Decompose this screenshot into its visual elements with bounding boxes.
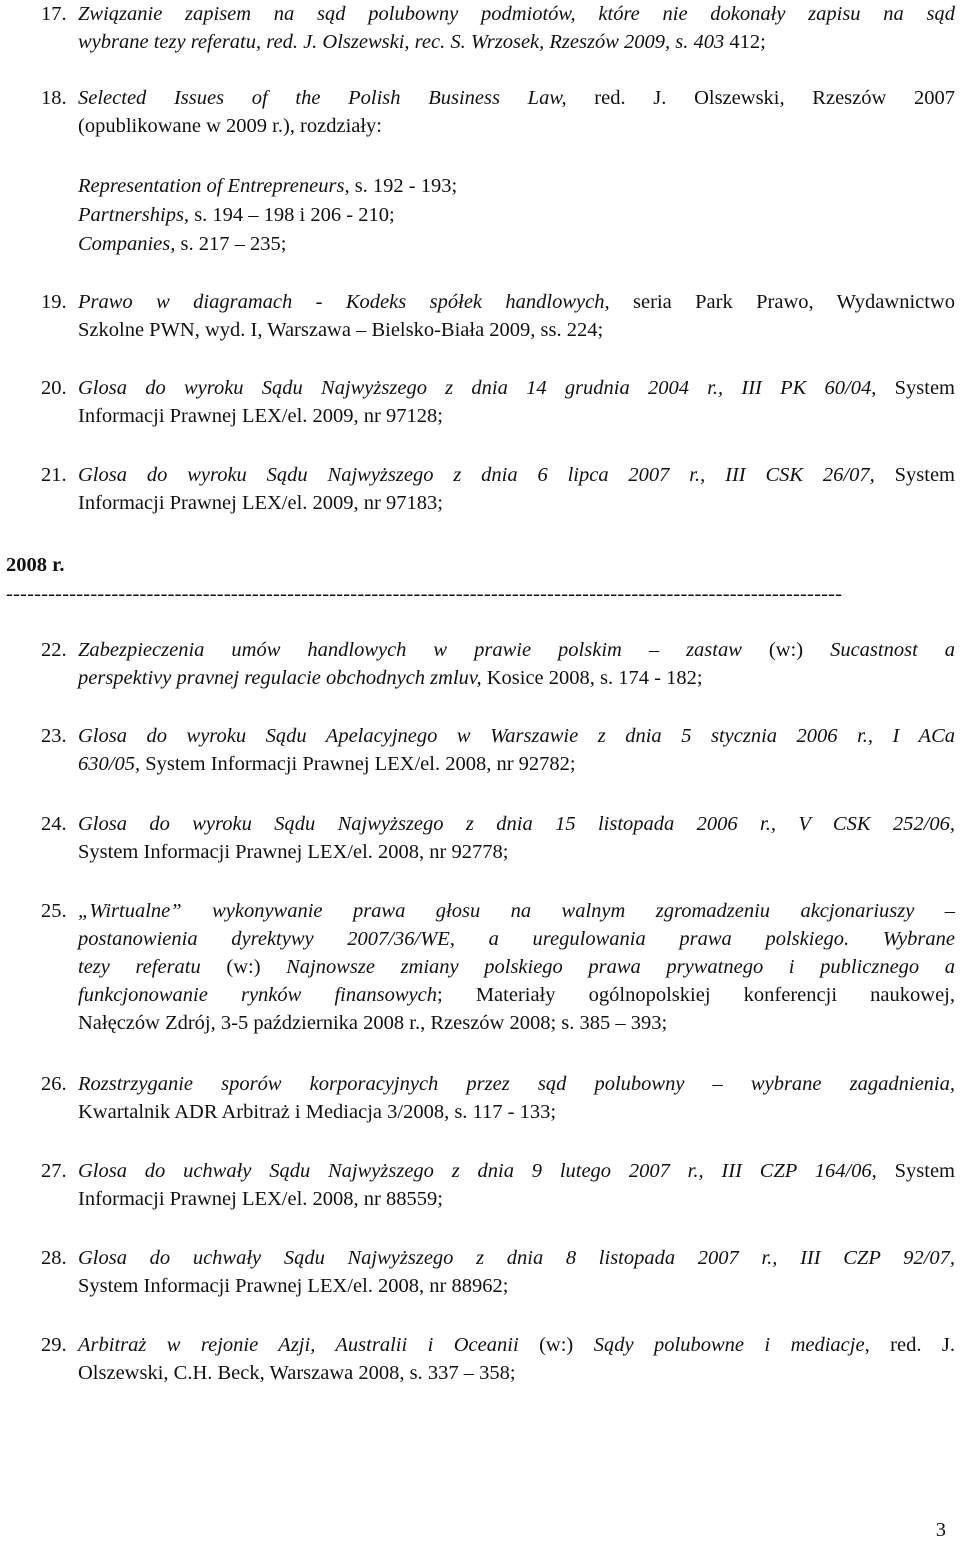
entry-text [78, 1331, 955, 1387]
entry-21 [41, 461, 955, 517]
citation-text: (opublikowane w 2009 r.), rozdziały: [78, 115, 383, 137]
entry-line [78, 288, 955, 316]
title-text: Prawo w diagramach - Kodeks spółek handlowych, [78, 291, 610, 313]
entry-line [78, 402, 955, 430]
entry-18 [41, 84, 955, 140]
entry-19 [41, 288, 955, 344]
chapter-title: Companies, [78, 233, 176, 255]
entry-line [78, 374, 955, 402]
citation-text: System Informacji Prawnej LEX/el. 2008, nr 88962; [78, 1275, 509, 1297]
book-title-text: Sucastnost a [830, 639, 956, 661]
entry-number: 18. [41, 87, 67, 109]
entry-line [78, 636, 955, 664]
citation-text: (w:) [200, 956, 287, 978]
entry-line [78, 838, 955, 866]
citation-text: System [876, 377, 955, 399]
entry-line [78, 664, 955, 692]
entry-number: 22. [41, 639, 67, 661]
citation-text: (w:) [741, 639, 831, 661]
entry-line [78, 84, 955, 112]
entry-line [78, 461, 955, 489]
citation-text: Nałęczów Zdrój, 3-5 października 2008 r., Rzeszów 2008; s. 385 – 393; [78, 1012, 668, 1034]
citation-text: Szkolne PWN, wyd. I, Warszawa – Bielsko-Biała 2009, ss. 224; [78, 319, 604, 341]
chapter-companies [78, 230, 286, 258]
entry-line [78, 953, 955, 981]
entry-text [78, 636, 955, 692]
entry-line [78, 1185, 955, 1213]
entry-text [78, 0, 955, 56]
title-text: 630/05, [78, 753, 141, 775]
entry-22 [41, 636, 955, 692]
citation-text: Informacji Prawnej LEX/el. 2009, nr 97128; [78, 405, 443, 427]
entry-number: 17. [41, 3, 67, 25]
chapter-title: Partnerships, [78, 204, 190, 226]
entry-line [78, 112, 955, 140]
citation-text: Kosice 2008, s. 174 - 182; [481, 667, 703, 689]
chapter-pages: s. 192 - 193; [349, 175, 458, 197]
chapter-pages: s. 194 – 198 i 206 - 210; [189, 204, 395, 226]
chapter-partnerships [78, 201, 395, 229]
entry-29 [41, 1331, 955, 1387]
entry-27 [41, 1157, 955, 1213]
title-text: „Wirtualne” wykonywanie prawa głosu na walnym zgromadzeniu akcjonariuszy – [78, 900, 955, 922]
entry-line [78, 28, 955, 56]
entry-25 [41, 897, 955, 1037]
title-text: Związanie zapisem na sąd polubowny podmiotów, które nie dokonały zapisu na sąd [78, 3, 955, 25]
entry-line [78, 1009, 955, 1037]
citation-text: ; Materiały ogólnopolskiej konferencji naukowej, [436, 984, 955, 1006]
entry-line [78, 750, 955, 778]
entry-line [78, 1098, 955, 1126]
title-text: Rozstrzyganie sporów korporacyjnych przez sąd polubowny – wybrane zagadnienia, [78, 1073, 955, 1095]
entry-text [78, 897, 955, 1037]
entry-line [78, 1359, 955, 1387]
entry-line [78, 1331, 955, 1359]
title-text: Glosa do uchwały Sądu Najwyższego z dnia 9 lutego 2007 r., III CZP 164/06, [78, 1160, 877, 1182]
entry-20 [41, 374, 955, 430]
entry-text [78, 288, 955, 344]
title-text: Arbitraż w rejonie Azji, Australii i Oceanii [78, 1334, 519, 1356]
entry-text [78, 722, 955, 778]
citation-text: (w:) [518, 1334, 594, 1356]
book-title-text: Najnowsze zmiany polskiego prawa prywatnego i publicznego a [286, 956, 956, 978]
title-text: Zabezpieczenia umów handlowych w prawie polskim – zastaw [78, 639, 742, 661]
entry-line [78, 897, 955, 925]
book-title-text: perspektivy pravnej regulacie obchodnych zmluv, [78, 667, 482, 689]
title-text: wybrane tezy referatu, red. J. Olszewski, rec. S. Wrzosek, Rzeszów 2009, s. 403 [78, 31, 725, 53]
entry-line [78, 1070, 955, 1098]
title-text: Glosa do wyroku Sądu Najwyższego z dnia 6 lipca 2007 r., III CSK 26/07, [78, 464, 875, 486]
entry-text [78, 374, 955, 430]
section-year-heading: 2008 r. [6, 554, 65, 576]
citation-text: Olszewski, C.H. Beck, Warszawa 2008, s. 337 – 358; [78, 1362, 516, 1384]
entry-number: 19. [41, 291, 67, 313]
title-text: Glosa do wyroku Sądu Najwyższego z dnia 15 listopada 2006 r., V CSK 252/06, [78, 813, 955, 835]
citation-text: System Informacji Prawnej LEX/el. 2008, nr 92778; [78, 841, 509, 863]
chapter-representation [78, 172, 457, 200]
entry-number: 21. [41, 464, 67, 486]
entry-number: 25. [41, 900, 67, 922]
entry-line [78, 925, 955, 953]
entry-number: 28. [41, 1247, 67, 1269]
entry-line [78, 1272, 955, 1300]
section-separator: ----------------------------------------------------------------------------------------------------------------------- [6, 583, 843, 605]
entry-text [78, 1157, 955, 1213]
entry-text [78, 1070, 955, 1126]
citation-text: System [874, 464, 955, 486]
title-text: Glosa do uchwały Sądu Najwyższego z dnia 8 listopada 2007 r., III CZP 92/07, [78, 1247, 955, 1269]
entry-number: 20. [41, 377, 67, 399]
entry-17 [41, 0, 955, 56]
entry-23 [41, 722, 955, 778]
book-title-text: funkcjonowanie rynków finansowych [78, 984, 437, 1006]
entry-line [78, 1244, 955, 1272]
entry-26 [41, 1070, 955, 1126]
citation-text: Informacji Prawnej LEX/el. 2008, nr 88559; [78, 1188, 443, 1210]
book-title-text: Sądy polubowne i mediacje [593, 1334, 865, 1356]
entry-28 [41, 1244, 955, 1300]
entry-text [78, 1244, 955, 1300]
entry-line [78, 722, 955, 750]
title-text: Selected Issues of the Polish Business Law, [78, 87, 567, 109]
entry-number: 24. [41, 813, 67, 835]
title-text: Glosa do wyroku Sądu Najwyższego z dnia 14 grudnia 2004 r., III PK 60/04, [78, 377, 877, 399]
citation-text: Informacji Prawnej LEX/el. 2009, nr 97183; [78, 492, 443, 514]
entry-text [78, 810, 955, 866]
entry-24 [41, 810, 955, 866]
citation-text: , red. J. [864, 1334, 956, 1356]
entry-text [78, 84, 955, 140]
citation-text: System [876, 1160, 955, 1182]
page-number: 3 [935, 1519, 946, 1541]
citation-text: 412; [724, 31, 766, 53]
entry-text [78, 461, 955, 517]
title-text: Glosa do wyroku Sądu Apelacyjnego w Warszawie z dnia 5 stycznia 2006 r., I ACa [78, 725, 955, 747]
entry-line [78, 810, 955, 838]
entry-line [78, 489, 955, 517]
title-text: tezy referatu [78, 956, 201, 978]
citation-text: Kwartalnik ADR Arbitraż i Mediacja 3/2008, s. 117 - 133; [78, 1101, 557, 1123]
entry-line [78, 0, 955, 28]
chapter-title: Representation of Entrepreneurs, [78, 175, 350, 197]
citation-text: System Informacji Prawnej LEX/el. 2008, nr 92782; [140, 753, 576, 775]
entry-line [78, 1157, 955, 1185]
entry-number: 29. [41, 1334, 67, 1356]
entry-number: 27. [41, 1160, 67, 1182]
chapter-pages: s. 217 – 235; [175, 233, 287, 255]
entry-line [78, 981, 955, 1009]
citation-text: seria Park Prawo, Wydawnictwo [609, 291, 955, 313]
entry-number: 23. [41, 725, 67, 747]
title-text: postanowienia dyrektywy 2007/36/WE, a uregulowania prawa polskiego. Wybrane [78, 928, 955, 950]
citation-text: red. J. Olszewski, Rzeszów 2007 [566, 87, 955, 109]
entry-line [78, 316, 955, 344]
entry-number: 26. [41, 1073, 67, 1095]
